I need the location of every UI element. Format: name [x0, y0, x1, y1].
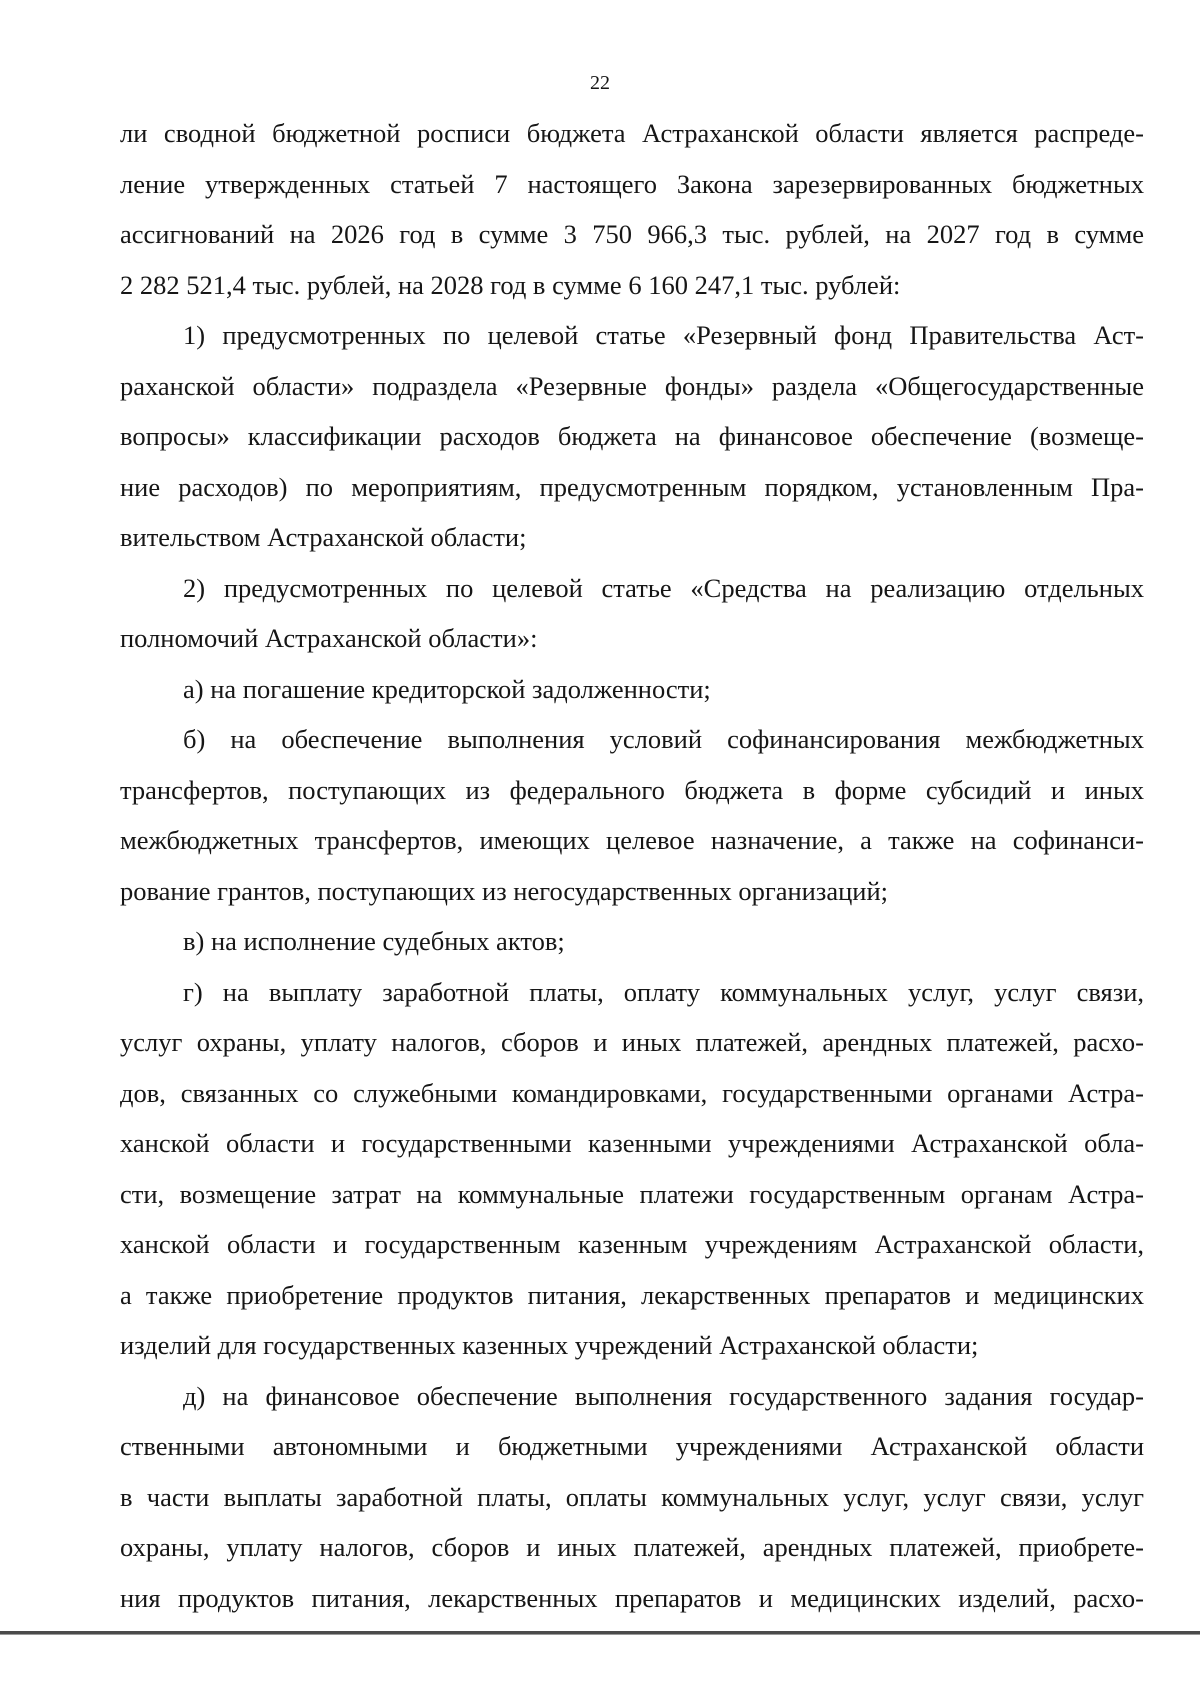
text-line: а также приобретение продуктов питания, лекарственных препаратов и медицинских	[120, 1279, 1144, 1310]
text-line: охраны, уплату налогов, сборов и иных платежей, арендных платежей, приобрете-	[120, 1532, 1144, 1562]
text-line: 1) предусмотренных по целевой статье «Резервный фонд Правительства Аст-	[183, 320, 1144, 350]
text-line: ление утвержденных статьей 7 настоящего Закона зарезервированных бюджетных	[120, 168, 1144, 199]
text-line: трансфертов, поступающих из федерального бюджета в форме субсидий и иных	[120, 774, 1144, 805]
text-line: вопросы» классификации расходов бюджета на финансовое обеспечение (возмеще-	[120, 421, 1144, 451]
text-line: рование грантов, поступающих из негосударственных организаций;	[120, 875, 888, 906]
text-line: межбюджетных трансфертов, имеющих целевое назначение, а также на софинанси-	[120, 825, 1144, 855]
text-line: раханской области» подраздела «Резервные фонды» раздела «Общегосударственные	[120, 370, 1144, 401]
page-number: 22	[590, 72, 610, 94]
text-line: в) на исполнение судебных актов;	[183, 926, 565, 956]
text-line: ханской области и государственными казенными учреждениями Астраханской обла-	[120, 1128, 1144, 1158]
text-line: вительством Астраханской области;	[120, 522, 527, 552]
text-line: в части выплаты заработной платы, оплаты коммунальных услуг, услуг связи, услуг	[120, 1481, 1144, 1512]
text-line: д) на финансовое обеспечение выполнения государственного задания государ-	[183, 1380, 1144, 1411]
text-line: ния продуктов питания, лекарственных препаратов и медицинских изделий, расхо-	[120, 1582, 1144, 1613]
text-line: г) на выплату заработной платы, оплату коммунальных услуг, услуг связи,	[183, 976, 1144, 1007]
document-body	[120, 108, 1144, 1623]
text-line: ли сводной бюджетной росписи бюджета Астраханской области является распреде-	[120, 118, 1144, 148]
text-line: ственными автономными и бюджетными учреждениями Астраханской области	[120, 1431, 1144, 1461]
text-line: 2) предусмотренных по целевой статье «Средства на реализацию отдельных	[183, 572, 1144, 603]
text-line: дов, связанных со служебными командировками, государственными органами Астра-	[120, 1077, 1144, 1108]
text-line: 2 282 521,4 тыс. рублей, на 2028 год в сумме 6 160 247,1 тыс. рублей:	[120, 269, 901, 300]
text-line: б) на обеспечение выполнения условий софинансирования межбюджетных	[183, 724, 1144, 754]
text-line: ханской области и государственным казенным учреждениям Астраханской области,	[120, 1229, 1144, 1259]
text-line: полномочий Астраханской области»:	[120, 623, 538, 653]
text-line: ние расходов) по мероприятиям, предусмотренным порядком, установленным Пра-	[120, 471, 1144, 502]
text-line: изделий для государственных казенных учреждений Астраханской области;	[120, 1330, 979, 1360]
text-line: а) на погашение кредиторской задолженности;	[183, 673, 711, 704]
scan-bottom-edge-shadow	[0, 1634, 1200, 1635]
text-line: услуг охраны, уплату налогов, сборов и иных платежей, арендных платежей, расхо-	[120, 1027, 1144, 1057]
text-line: сти, возмещение затрат на коммунальные платежи государственным органам Астра-	[120, 1178, 1144, 1209]
text-line: ассигнований на 2026 год в сумме 3 750 966,3 тыс. рублей, на 2027 год в сумме	[120, 219, 1144, 249]
